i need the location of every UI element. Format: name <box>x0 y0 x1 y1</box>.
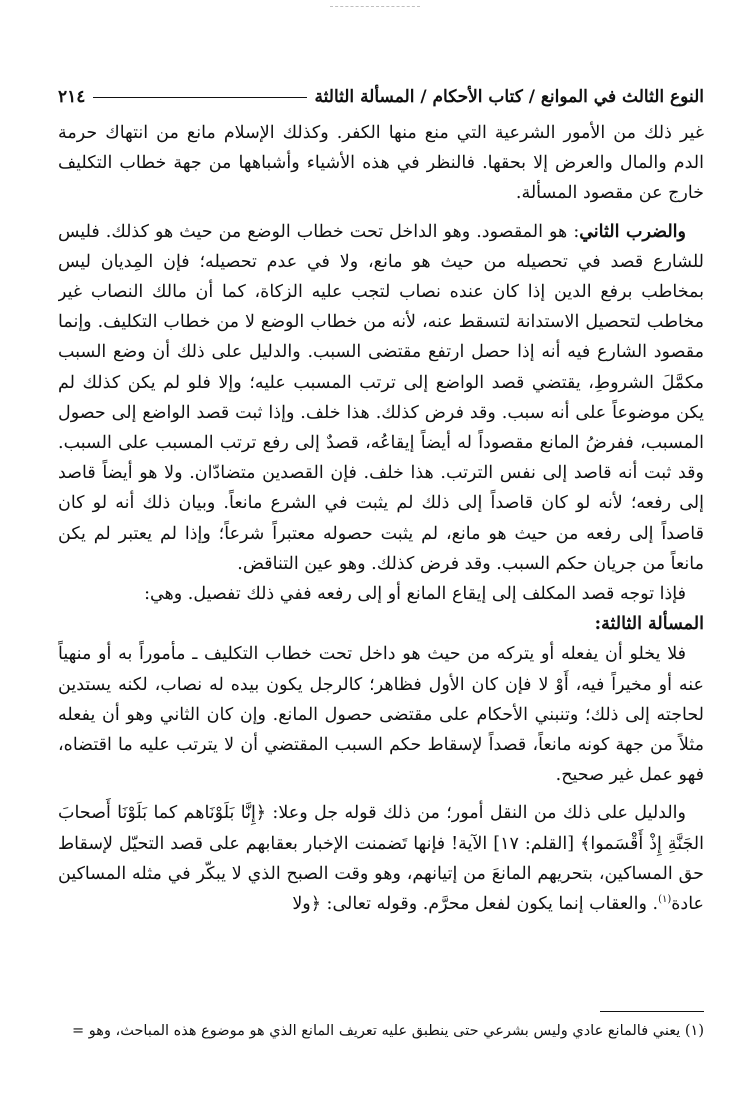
paragraph-2 <box>58 217 704 579</box>
paragraph-5 <box>58 798 704 919</box>
paragraph-1: غير ذلك من الأمور الشرعية التي منع منها الكفر. وكذلك الإسلام مانع من انتهاك حرمة الدم والمال والعرض إلا بحقها. فالنظر في هذه الأشياء وأشباهها من جهة خطاب التكليف خارج عن مقصود المسألة. <box>58 123 704 204</box>
paragraph-4: فلا يخلو أن يفعله أو يتركه من حيث هو داخل تحت خطاب التكليف ـ مأموراً به أو منهياً عنه أو مخيراً فيه، أَوْ لا فإن كان الأول فظاهر؛ كالرجل يكون بيده له نصاب، لكنه يستدين لحاجته إلى ذلك؛ وتنبني الأحكام على مقتضى حصول المانع. وإن كان الثاني وهو أن يفعله مثلاً من جهة كونه مانعاً، قصداً لإسقاط حكم السبب المقتضي أن لا يترتب عليه ما اقتضاه، فهو عمل غير صحيح. <box>58 644 704 786</box>
footnote: (١) يعني فالمانع عادي وليس بشرعي حتى ينطبق عليه تعريف المانع الذي هو موضوع هذه المباحث، وهو = <box>72 1023 704 1039</box>
page-body <box>58 118 704 1000</box>
header-rule <box>93 97 306 98</box>
paragraph-5-text: والدليل على ذلك من النقل أمور؛ من ذلك قوله جل وعلا: ﴿إِنَّا بَلَوْنَاهم كما بَلَوْنَا أَصحابَ الجَنَّةِ إِذْ أَقْسَموا﴾ [القلم: ١٧] الآية! فإنها تَضمنت الإخبار بعقابهم على قصد التحيّل لإسقاط حق المساكين، بتحريهم المانعَ من إتيانهم، وهو وقت الصبح الذي لا يبكّر في مثله المساكين عادة <box>58 803 704 915</box>
crop-mark <box>330 6 420 7</box>
paragraph-2-text: : هو المقصود. وهو الداخل تحت خطاب الوضع من حيث هو كذلك. فليس للشارع قصد في تحصيله من حيث هو مانع، ولا في عدم تحصيله؛ فإن المِديان ليس بمخاطب برفع الدين إذا كان عنده نصاب لتجب عليه الزكاة، كما أن مالك النصاب غير مخاطب لتحصيل الاستدانة لتسقط عنه، لأنه من خطاب الوضع لا من خطاب التكليف. وإنما مقصود الشارع فيه أنه إذا حصل ارتفع مقتضى السبب. والدليل على ذلك أن وضع السبب مكمَّلَ الشروطِ، يقتضي قصد الواضع إلى ترتب المسبب عليه؛ وإلا فلو لم يكن كذلك لم يكن موضوعاً على أنه سبب. وقد فرض كذلك. هذا خلف. وإذا ثبت قصد الواضع إلى حصول المسبب، ففرضُ المانع مقصوداً له أيضاً إيقاعُه، قصدٌ إلى رفع ترتب المسبب على السبب. وقد ثبت أنه قاصد إلى نفس الترتب. هذا خلف. فإن القصدين متضادّان. ولا هو أيضاً قاصد إلى رفعه؛ لأنه لو كان قاصداً إلى ذلك لم يثبت في الشرع مانعاً. وبيان ذلك أنه لو كان قاصداً إلى رفعه من حيث هو مانع، لم يثبت حصوله معتبراً شرعاً؛ وإذا لم يعتبر لم يكن مانعاً من جريان حكم السبب. وقد فرض كذلك. وهو عين التناقض. <box>58 221 704 574</box>
running-title: النوع الثالث في الموانع / كتاب الأحكام / المسألة الثالثة <box>314 87 704 107</box>
paragraph-5-tail: . والعقاب إنما يكون لفعل محرَّم. وقوله تعالى: ﴿ولا <box>292 894 659 915</box>
footnote-separator <box>600 1011 704 1012</box>
footnote-reference[interactable]: (١) <box>658 894 672 906</box>
page-number: ٢١٤ <box>58 87 86 107</box>
section-heading: المسألة الثالثة: <box>594 614 704 635</box>
paragraph-3: فإذا توجه قصد المكلف إلى إيقاع المانع أو إلى رفعه ففي ذلك تفصيل. وهي: <box>144 584 686 605</box>
running-header <box>58 84 704 110</box>
paragraph-2-lead: والضرب الثاني <box>579 221 686 242</box>
